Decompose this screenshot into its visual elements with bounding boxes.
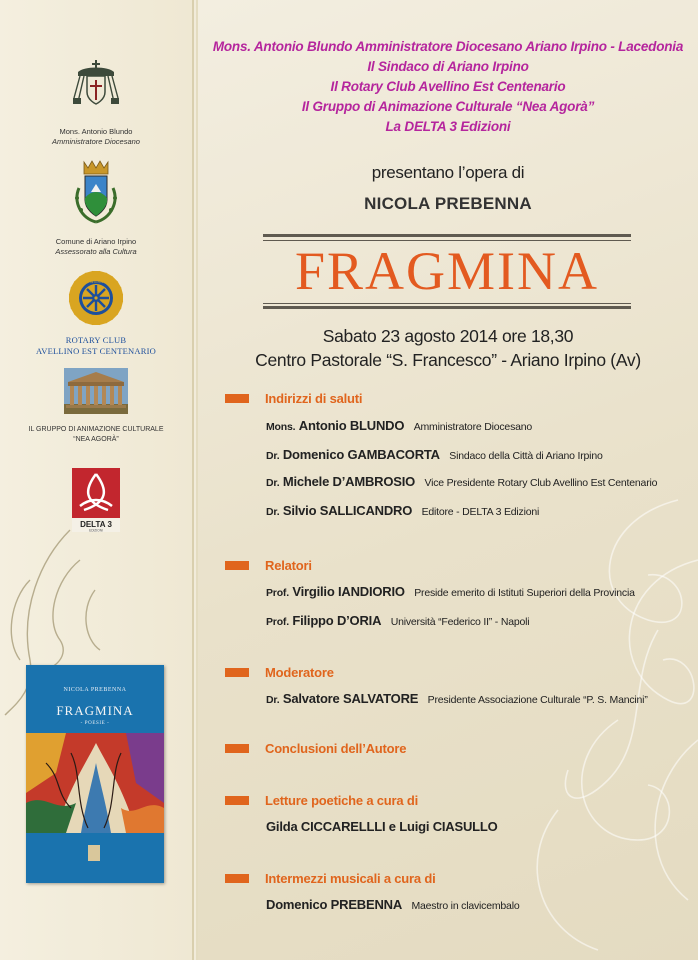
speaker-name: Silvio SALLICANDRO bbox=[282, 503, 413, 518]
section-heading: Relatori bbox=[265, 558, 312, 573]
speaker-role: Università “Federico II” - Napoli bbox=[390, 616, 530, 628]
speaker-name: Domenico GAMBACORTA bbox=[282, 447, 440, 462]
speaker-name: Antonio BLUNDO bbox=[298, 418, 405, 433]
comune-crest-icon bbox=[69, 158, 123, 228]
book-author: NICOLA PREBENNA bbox=[63, 687, 127, 693]
section-bullet-icon bbox=[225, 668, 249, 677]
book-cover bbox=[26, 665, 164, 883]
speaker-role: Amministratore Diocesano bbox=[413, 421, 533, 433]
section-saluti bbox=[225, 391, 362, 406]
speaker-role: Vice Presidente Rotary Club Avellino Est Centenario bbox=[424, 477, 658, 489]
organizer-line: Mons. Antonio Blundo Amministratore Diocesano Ariano Irpino - Lacedonia bbox=[212, 39, 684, 54]
speaker-title: Prof. bbox=[266, 587, 289, 599]
comune-logo-block bbox=[0, 158, 192, 257]
publisher-mark-icon bbox=[88, 845, 100, 861]
section-conclusioni bbox=[225, 741, 406, 756]
section-letture bbox=[225, 793, 418, 808]
speaker-title: Prof. bbox=[266, 616, 289, 628]
section-moderatore bbox=[225, 665, 334, 680]
section-heading: Intermezzi musicali a cura di bbox=[265, 871, 436, 886]
musician-role: Maestro in clavicembalo bbox=[411, 900, 520, 912]
title-rule bbox=[263, 306, 631, 309]
musician-name: Domenico PREBENNA bbox=[266, 897, 403, 912]
section-bullet-icon bbox=[225, 796, 249, 805]
presentano-text: presentano l’opera di bbox=[371, 163, 525, 182]
section-bullet-icon bbox=[225, 744, 249, 753]
book-subtitle: - POESIE - bbox=[80, 721, 110, 726]
delta3-logo-icon bbox=[72, 468, 120, 532]
delta3-sub: EDIZIONI bbox=[89, 528, 103, 532]
speaker-name: Michele D’AMBROSIO bbox=[282, 474, 416, 489]
book-artwork-icon bbox=[26, 733, 164, 833]
author-name: NICOLA PREBENNA bbox=[364, 194, 532, 213]
rotary-logo-block bbox=[0, 270, 192, 357]
organizer-line: Il Sindaco di Ariano Irpino bbox=[367, 59, 529, 74]
section-heading: Moderatore bbox=[265, 665, 334, 680]
organizer-line: La DELTA 3 Edizioni bbox=[385, 119, 511, 134]
section-intermezzi bbox=[225, 871, 436, 886]
title-rule bbox=[263, 234, 631, 237]
bishop-role: Amministratore Diocesano bbox=[52, 137, 140, 146]
speaker-title: Dr. bbox=[266, 694, 280, 706]
section-heading: Indirizzi di saluti bbox=[265, 391, 363, 406]
speaker-name: Filippo D’ORIA bbox=[292, 613, 382, 628]
decorative-swirl bbox=[498, 480, 698, 960]
rotary-caption bbox=[0, 335, 192, 357]
speaker-title: Dr. bbox=[266, 450, 280, 462]
book-title: FRAGMINA bbox=[56, 703, 134, 718]
speaker-role: Sindaco della Città di Ariano Irpino bbox=[449, 450, 603, 462]
panel-divider bbox=[192, 0, 194, 960]
reader-row bbox=[266, 819, 498, 834]
speaker-title: Dr. bbox=[266, 477, 280, 489]
rotary-line2: AVELLINO EST CENTENARIO bbox=[36, 346, 156, 356]
organizer-line: Il Rotary Club Avellino Est Centenario bbox=[330, 79, 566, 94]
section-heading: Letture poetiche a cura di bbox=[265, 793, 419, 808]
speaker-row bbox=[266, 691, 648, 706]
speaker-row bbox=[266, 613, 529, 628]
title-box bbox=[263, 234, 631, 310]
delta-logo-block bbox=[0, 468, 192, 537]
comune-name: Comune di Ariano Irpino bbox=[55, 237, 137, 246]
agora-line2: “NEA AGORÀ” bbox=[73, 436, 119, 443]
title-rule bbox=[263, 303, 631, 304]
agora-line1: IL GRUPPO DI ANIMAZIONE CULTURALE bbox=[28, 426, 164, 433]
section-bullet-icon bbox=[225, 561, 249, 570]
speaker-name: Salvatore SALVATORE bbox=[282, 691, 419, 706]
speaker-row bbox=[266, 584, 635, 599]
speaker-row bbox=[266, 447, 603, 462]
section-heading: Conclusioni dell’Autore bbox=[265, 741, 407, 756]
speaker-row bbox=[266, 503, 539, 518]
event-date: Sabato 23 agosto 2014 ore 18,30 bbox=[322, 326, 574, 346]
organizer-line: Il Gruppo di Animazione Culturale “Nea Agorà” bbox=[301, 99, 595, 114]
agora-logo-block bbox=[0, 368, 192, 445]
bishop-name: Mons. Antonio Blundo bbox=[59, 127, 133, 136]
speaker-title: Mons. bbox=[266, 421, 296, 433]
event-venue: Centro Pastorale “S. Francesco” - Ariano Irpino (Av) bbox=[255, 350, 641, 370]
speaker-row bbox=[266, 418, 532, 433]
speaker-role: Editore - DELTA 3 Edizioni bbox=[421, 506, 540, 518]
comune-caption bbox=[0, 237, 192, 257]
temple-photo-icon bbox=[64, 368, 128, 414]
rotary-line1: ROTARY CLUB bbox=[65, 335, 127, 345]
comune-role: Assessorato alla Cultura bbox=[55, 247, 137, 256]
section-bullet-icon bbox=[225, 394, 249, 403]
section-bullet-icon bbox=[225, 874, 249, 883]
agora-caption bbox=[0, 425, 192, 445]
musician-row bbox=[266, 897, 519, 912]
speaker-row bbox=[266, 474, 657, 489]
delta3-label: DELTA 3 bbox=[80, 520, 112, 529]
bishop-coat-of-arms-icon bbox=[70, 58, 122, 112]
rotary-wheel-icon bbox=[68, 270, 124, 326]
readers-names: Gilda CICCARELLLI e Luigi CIASULLO bbox=[266, 819, 498, 834]
speaker-title: Dr. bbox=[266, 506, 280, 518]
speaker-role: Preside emerito di Istituti Superiori della Provincia bbox=[414, 587, 635, 599]
event-title: FRAGMINA bbox=[294, 241, 600, 301]
speaker-name: Virgilio IANDIORIO bbox=[292, 584, 405, 599]
section-relatori bbox=[225, 558, 312, 573]
bishop-caption bbox=[0, 127, 192, 147]
bishop-logo-block bbox=[0, 58, 192, 147]
rotary-ring-text: ROTARY INTERNATIONAL bbox=[75, 280, 117, 284]
speaker-role: Presidente Associazione Culturale “P. S. Mancini” bbox=[427, 694, 648, 706]
